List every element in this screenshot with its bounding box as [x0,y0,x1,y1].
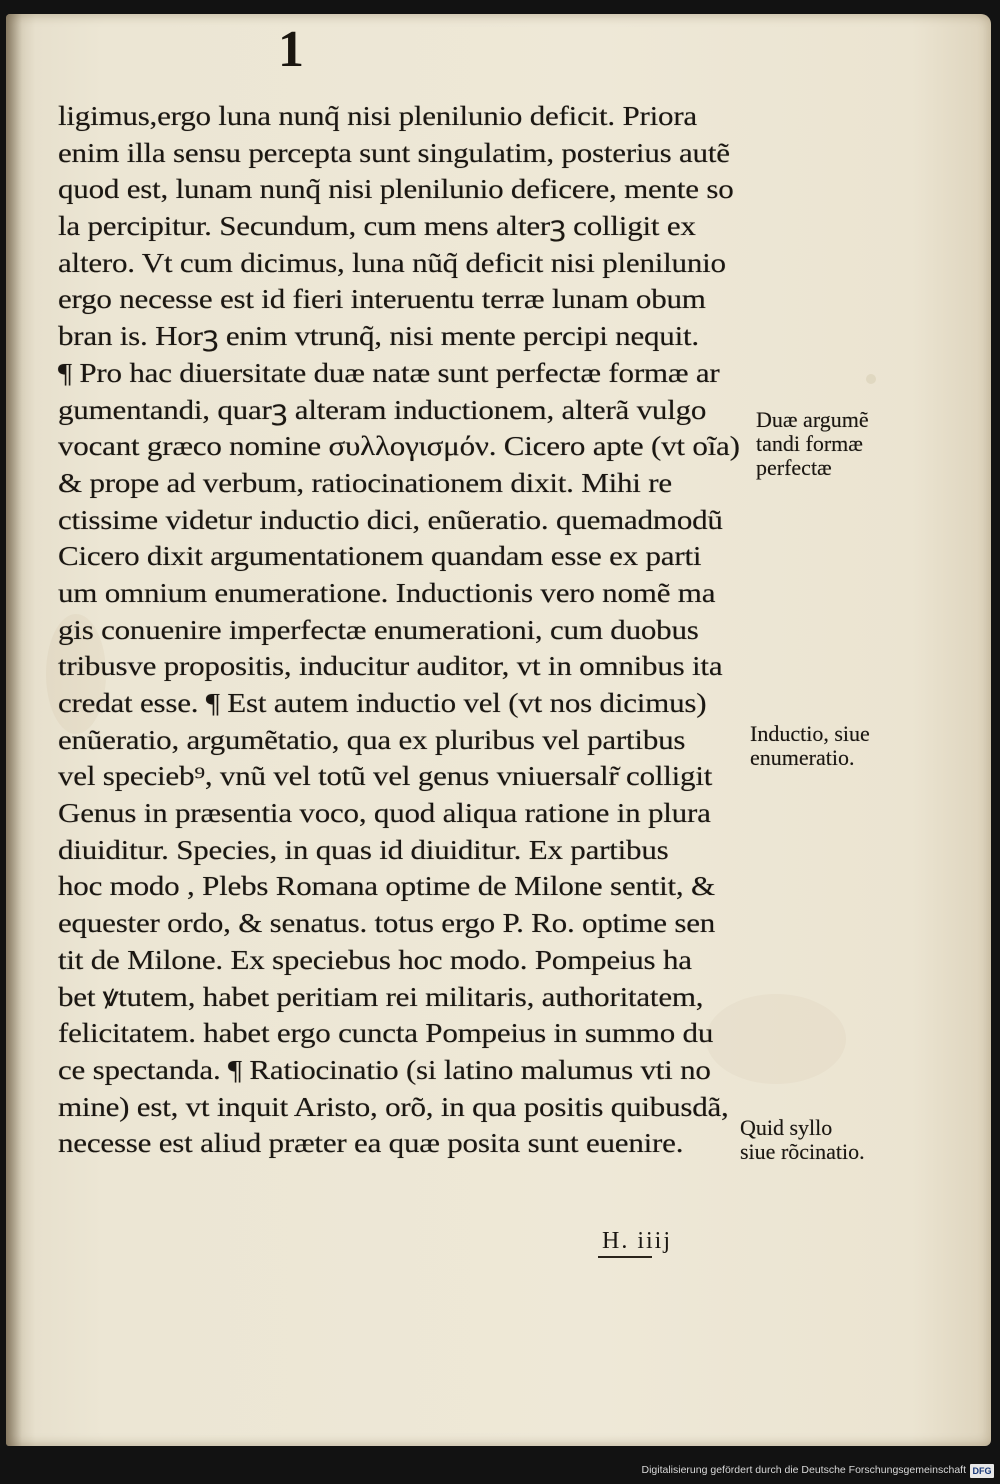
margin-note-line: Duæ argumẽ [756,407,869,432]
text-line: gis conuenire imperfectæ enumerationi, cum duobus [58,614,699,645]
text-line: ce spectanda. ¶ Ratiocinatio (si latino malumus vti no [58,1054,711,1085]
margin-note-forms [756,408,869,480]
top-page-mark: 1 [278,21,304,78]
text-line: hoc modo , Plebs Romana optime de Milone sentit, & [58,871,715,902]
text-line: mine) est, vt inquit Aristo, orõ, in qua positis quibusdã, [58,1091,729,1122]
text-line: altero. Vt cum dicimus, luna nũq̃ deficit nisi plenilunio [58,247,726,278]
text-line: credat esse. ¶ Est autem inductio vel (vt nos dicimus) [58,688,707,718]
text-line: quod est, lunam nunq̃ nisi plenilunio deficere, mente so [58,174,734,205]
text-line: vocant græco nomine συλλογισμόν. Cicero apte (vt oĩa) [58,431,740,462]
dfg-logo-icon: DFG [970,1464,994,1478]
main-text-block [58,98,748,1162]
text-line: bran is. Horꝫ enim vtrunq̃, nisi mente percipi nequit. [58,321,699,352]
text-line: gumentandi, quarꝫ alteram inductionem, alterã vulgo [58,394,707,425]
text-line: equester ordo, & senatus. totus ergo P. Ro. optime sen [58,908,716,939]
text-line: diuiditur. Species, in quas id diuiditur. Ex partibus [58,834,669,865]
margin-note-line: siue rõcinatio. [740,1139,865,1164]
text-line: tit de Milone. Ex speciebus hoc modo. Pompeius ha [58,944,692,975]
text-line: tribusve propositis, inducitur auditor, vt in omnibus ita [58,651,723,682]
text-line: Genus in præsentia voco, quod aliqua ratione in plura [58,798,711,829]
margin-note-line: perfectæ [756,455,832,480]
text-line: um omnium enumeratione. Inductionis vero nomẽ ma [58,577,716,608]
margin-note-inductio [750,722,870,770]
margin-note-line: tandi formæ [756,431,863,456]
paper-stain [866,374,876,384]
gutter-shadow [6,14,22,1446]
footer-credit: Digitalisierung gefördert durch die Deutsche Forschungsgemeinschaft [641,1464,966,1476]
signature-mark: H. iiij [602,1228,673,1254]
text-line: ergo necesse est id fieri interuentu terræ lunam obum [58,284,706,315]
signature-underline [598,1256,652,1258]
margin-note-line: Quid syllo [740,1115,833,1140]
margin-note-syllogismus [740,1116,865,1164]
margin-note-line: enumeratio. [750,745,855,770]
text-line: & prope ad verbum, ratiocinationem dixit. Mihi re [58,467,672,498]
text-line: ¶ Pro hac diuersitate duæ natæ sunt perfectæ formæ ar [58,357,720,388]
text-line: ligimus,ergo luna nunq̃ nisi plenilunio deficit. Priora [58,101,697,131]
text-line: felicitatem. habet ergo cuncta Pompeius in summo du [58,1018,714,1049]
text-line: necesse est aliud præter ea quæ posita sunt euenire. [58,1128,684,1159]
text-line: Cicero dixit argumentationem quandam esse ex parti [58,541,702,572]
margin-note-line: Inductio, siue [750,721,870,746]
text-line: ctissime videtur inductio dici, enũeratio. quemadmodũ [58,504,723,535]
text-line: enim illa sensu percepta sunt singulatim, posterius autẽ [58,137,730,168]
text-line: bet ꝟtutem, habet peritiam rei militaris, authoritatem, [58,981,704,1012]
text-line: enũeratio, argumẽtatio, qua ex pluribus vel partibus [58,724,686,755]
footer-bar [0,1450,1000,1484]
text-line: la percipitur. Secundum, cum mens alterꝫ colligit ex [58,211,696,242]
text-line: vel specieb⁹, vnũ vel totũ vel genus vniuersalr̃ colligit [58,761,713,792]
